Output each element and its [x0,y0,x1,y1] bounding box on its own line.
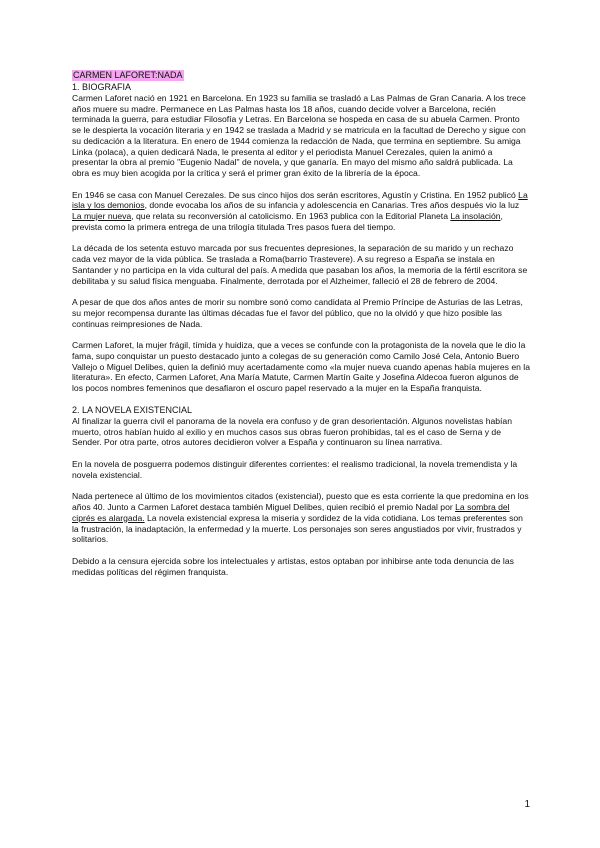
book-title-la-isla: La isla y los demonios [72,189,528,211]
biography-paragraph-3: La década de los setenta estuvo marcada por sus frecuentes depresiones, la separación de su marido y un rechazo cada vez mayor de la vida pública. Se traslada a Roma(barrio Trastevere). A su regreso a España se instala en Santander y no participa en la vida cultural del país. A medida que pasaban los años, la memoria de la fértil escritora se debilitaba y su salud física menguaba. Finalmente, derrotada por el Alzheimer, falleció el 28 de febrero de 2004. [72,243,528,286]
paragraph-text: La novela existencial expresa la miseria y sordidez de la vida cotidiana. Los temas preferentes son la frustración, la inadaptación, la enfermedad y la muerte. Los personajes son seres angustiados por vivir, frustrados y solitarios. [72,512,523,545]
book-title-la-mujer-nueva: La mujer nueva [72,211,132,222]
page-number: 1 [524,799,530,810]
existential-paragraph-1: Al finalizar la guerra civil el panorama de la novela era confuso y de gran desorientación. Algunos novelistas habían muerto, otros habían huido al exilio y en muchos casos sus obras fueron prohibidas, tal es el caso de Serna y de Sender. Por otra parte, otros autores decidieron volver a España y continuaron su línea narrativa. [72,415,512,448]
biography-paragraph-2 [72,190,530,233]
section-2-heading: 2. LA NOVELA EXISTENCIAL [72,404,193,415]
book-title-la-sombra: La sombra del ciprés es alargada. [72,502,510,523]
paragraph-text: En 1946 se casa con Manuel Cerezales. De sus cinco hijos dos serán escritores, Agustín y Cristina. En 1952 publicó [72,189,519,200]
biography-paragraph-1: Carmen Laforet nació en 1921 en Barcelona. En 1923 su familia se trasladó a Las Palmas de Gran Canaria. A los trece años muere su madre. Permanece en Las Palmas hasta los 18 años, cuando decide volver a Barcelona, recién terminada la guerra, para estudiar Filosofía y Letras. En Barcelona se hospeda en casa de su abuela Carmen. Pronto se le despierta la vocación literaria y en 1942 se traslada a Madrid y se matricula en la facultad de Derecho y sigue con su dedicación a la literatura. En enero de 1944 comienza la redacción de Nada, que termina en septiembre. Su amiga Linka (polaca), a quien dedicará Nada, le presenta al editor y el periodista Manuel Cerezales, quien la animó a presentar la obra al premio "Eugenio Nadal" de novela, y que ganaría. En mayo del mismo año saldrá publicada. La obra es muy bien acogida por la crítica y será el primer gran éxito de la librería de la época. [72,93,526,178]
biography-paragraph-4: A pesar de que dos años antes de morir su nombre sonó como candidata al Premio Príncipe de Asturias de las Letras, su mejor recompensa durante las últimas décadas fue el favor del público, que no la olvidó y que hizo posible las continuas reimpresiones de Nada. [72,297,523,329]
book-title-la-insolacion: La insolación [450,211,501,222]
paragraph-text: Nada pertenece al último de los movimientos citados (existencial), puesto que es esta corriente la que predomina en los años 40. Junto a Carmen Laforet destaca también Miguel Delibes, quien recibió el premio Nadal por [72,491,529,513]
document-page [72,70,530,588]
existential-paragraph-3 [72,491,530,545]
biography-paragraph-5: Carmen Laforet, la mujer frágil, tímida y huidiza, que a veces se confunde con la protagonista de la novela que le dio la fama, supo conquistar un puesto destacado junto a colegas de su generación como Camilo José Cela, Antonio Buero Vallejo o Miguel Delibes, quien la definió muy acertadamente como «la mujer nueva cuando apenas había mujeres en la literatura». En efecto, Carmen Laforet, Ana María Matute, Carmen Martín Gaite y Josefina Aldecoa fueron algunos de los pocos nombres femeninos que desafiaron el oscuro papel reservado a la mujer en la España franquista. [72,340,530,394]
section-1-heading: 1. BIOGRAFIA [72,82,132,92]
paragraph-text: , que relata su reconversión al catolicismo. En 1963 publica con la Editorial Planeta [131,211,451,222]
existential-paragraph-2: En la novela de posguerra podemos distinguir diferentes corrientes: el realismo tradicional, la novela tremendista y la novela existencial. [72,458,518,480]
paragraph-text: , prevista como la primera entrega de una trilogía titulada Tres pasos fuera del tiempo. [72,211,503,232]
paragraph-text: , donde evocaba los años de su infancia y adolescencia en Canarias. Tres años después vio la luz [144,200,520,211]
document-title: CARMEN LAFORET:NADA [73,70,183,80]
existential-paragraph-4: Debido a la censura ejercida sobre los intelectuales y artistas, estos optaban por inhibirse ante toda denuncia de las medidas políticas del régimen franquista. [72,555,514,577]
